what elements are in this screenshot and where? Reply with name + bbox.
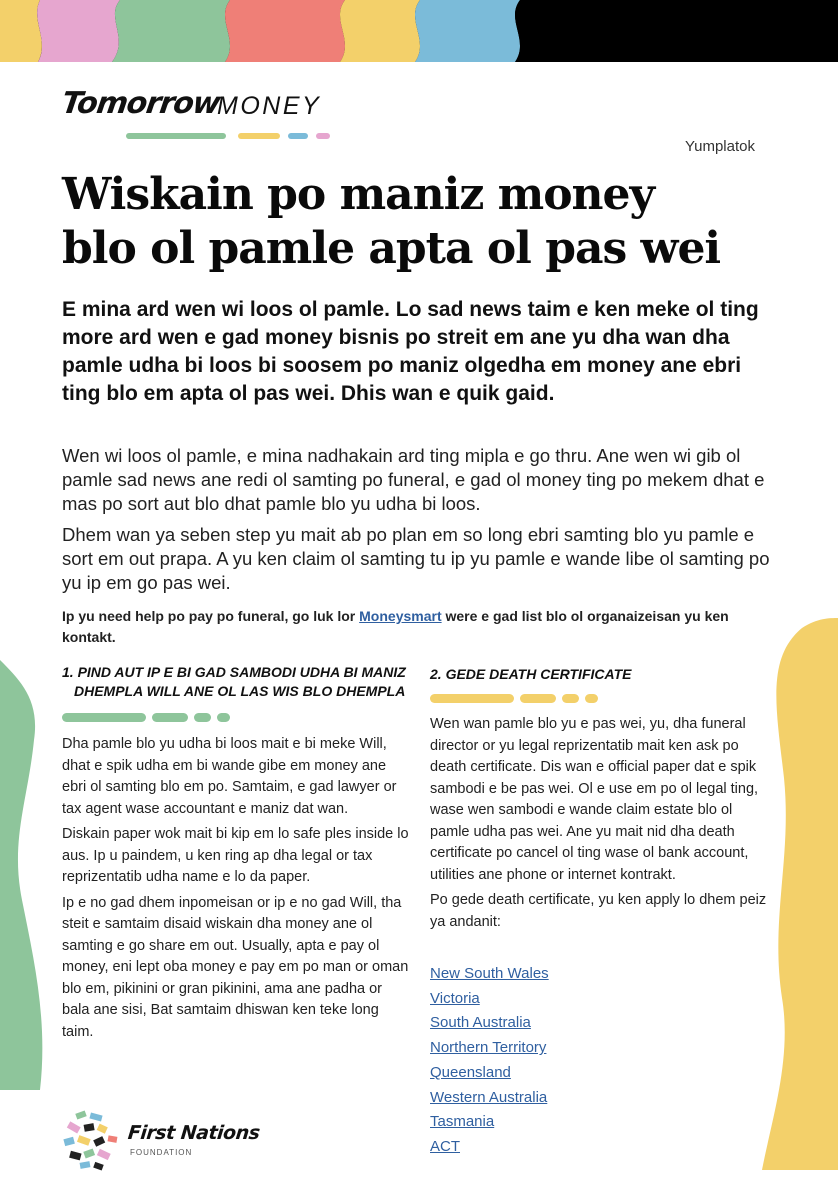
fnf-subtitle: FOUNDATION — [130, 1148, 193, 1157]
moneysmart-link[interactable]: Moneysmart — [359, 608, 442, 624]
list-item — [430, 1036, 549, 1061]
section-2-dashes — [430, 694, 610, 703]
logo-dash-blue — [288, 133, 308, 139]
section-2-dash-3 — [562, 694, 579, 703]
title-line-1: Wiskain po maniz money — [62, 169, 655, 220]
section-1-paragraph-1: Dha pamle blo yu udha bi loos mait e bi meke Will, dhat e spik udha em bi wande gibe em money ane ebri ol samting blo em po. Samtaim, e gad lawyer or tax agent wase accountant e maniz dat wan. — [62, 736, 397, 817]
logo-dashes — [126, 133, 406, 140]
section-1-dashes — [62, 713, 242, 722]
section-1-paragraph-3: Ip e no gad dhem inpomeisan or ip e no gad Will, tha steit e samtaim disaid wiskain dha money ane ol samting e go share em out. Usually, apta e pay ol money, eni lept oba money e pay em po man or oman blo em, pikinini or gran pikinini, ama ane padha or bala ane sisi, Bat samtaim dhiswan ken teke long taim. — [62, 894, 409, 1040]
logo-brand-word: Tomorrow — [59, 86, 222, 121]
section-2-dash-1 — [430, 694, 514, 703]
section-2-heading: 2. GEDE DEATH CERTIFICATE — [430, 666, 632, 682]
decorative-top-band — [0, 0, 838, 62]
lead-paragraph: E mina ard wen wi loos ol pamle. Lo sad news taim e ken meke ol ting more ard wen e gad money bisnis po streit em ane yu dha wan dha pamle udha bi loos bi soosem po maniz olgedha em money ane ebri ting blo em apta ol pas wei. Dhis wan e quik gaid. — [62, 298, 759, 405]
section-1-dash-2 — [152, 713, 188, 722]
list-item — [430, 962, 549, 987]
link-queensland[interactable]: Queensland — [430, 1063, 511, 1081]
section-1-dash-1 — [62, 713, 146, 722]
section-1-heading-line-1: 1. PIND AUT IP E BI GAD SAMBODI UDHA BI MANIZ — [62, 664, 406, 680]
title-line-2: blo ol pamle apta ol pas wei — [62, 223, 721, 274]
section-1-heading-line-2: DHEMPLA WILL ANE OL LAS WIS BLO DHEMPLA — [74, 683, 406, 699]
section-1-dash-4 — [217, 713, 230, 722]
section-2-paragraph-1: Wen wan pamle blo yu e pas wei, yu, dha funeral director or yu legal reprizentatib mait ken ask po death certificate. Dis wan e official paper dat e spik sambodi e be pas wei. Ol e use em po ol legal ting, wase wen sambodi e wande claim estate blo ol pamle udha pas wei. Ane yu mait nid dha death certificate po cancel ol ting wase ol bank account, utilities ane phone or internet kontrakt. — [430, 716, 759, 883]
decorative-left-blob — [0, 660, 48, 1090]
section-1-paragraph-2: Diskain paper wok mait bi kip em lo safe ples inside lo aus. Ip u paindem, u ken ring ap dha legal or tax reprizentatib udha name e lo da paper. — [62, 826, 409, 885]
logo-dash-pink — [316, 133, 330, 139]
state-links-list — [430, 962, 549, 1160]
logo-dash-yellow — [238, 133, 280, 139]
section-1-dash-3 — [194, 713, 211, 722]
fnf-name: First Nations — [126, 1122, 261, 1144]
note-text-before: Ip yu need help po pay po funeral, go luk lor — [62, 608, 360, 624]
fnf-mosaic-icon — [62, 1110, 124, 1172]
link-western-australia[interactable]: Western Australia — [430, 1088, 548, 1106]
note-text-after: were e gad list blo ol organaizeisan yu ken kontakt. — [62, 608, 729, 645]
tomorrow-money-logo — [59, 86, 342, 156]
first-nations-foundation-logo — [62, 1110, 262, 1174]
section-2-paragraph-2: Po gede death certificate, yu ken apply lo dhem peiz ya andanit: — [430, 892, 767, 930]
list-item — [430, 1110, 549, 1135]
intro-paragraph-2: Dhem wan ya seben step yu mait ab po plan em so long ebri samting blo yu pamle e sort em out prapa. A yu ken claim ol samting tu ip yu pamle e wande libe ol samting po yu ip em go pas wei. — [62, 524, 770, 593]
logo-dash-green — [126, 133, 226, 139]
page-title — [62, 168, 782, 276]
section-2-dash-2 — [520, 694, 556, 703]
list-item — [430, 987, 549, 1012]
section-2-body — [430, 714, 775, 937]
logo-product-word: MONEY — [217, 92, 322, 120]
list-item — [430, 1135, 549, 1160]
list-item — [430, 1086, 549, 1111]
section-1-body — [62, 734, 412, 1047]
link-south-australia[interactable]: South Australia — [430, 1014, 531, 1032]
link-new-south-wales[interactable]: New South Wales — [430, 965, 549, 982]
document-language: Yumplatok — [684, 138, 755, 155]
list-item — [430, 1061, 549, 1086]
link-victoria[interactable]: Victoria — [430, 989, 480, 1007]
intro-paragraph-1: Wen wi loos ol pamle, e mina nadhakain ard ting mipla e go thru. Ane wen wi gib ol pamle sad news ane redi ol samting po funeral, e gad ol money ting po mekem dhat e mas po sort aut blo dhat pamle blo yu udha bi loos. — [62, 445, 765, 514]
section-1-heading — [62, 663, 422, 701]
funeral-help-note — [62, 606, 782, 648]
section-2-dash-4 — [585, 694, 598, 703]
link-act[interactable]: ACT — [430, 1137, 460, 1155]
list-item — [430, 1011, 549, 1036]
link-northern-territory[interactable]: Northern Territory — [430, 1039, 547, 1057]
link-tasmania[interactable]: Tasmania — [430, 1113, 495, 1131]
